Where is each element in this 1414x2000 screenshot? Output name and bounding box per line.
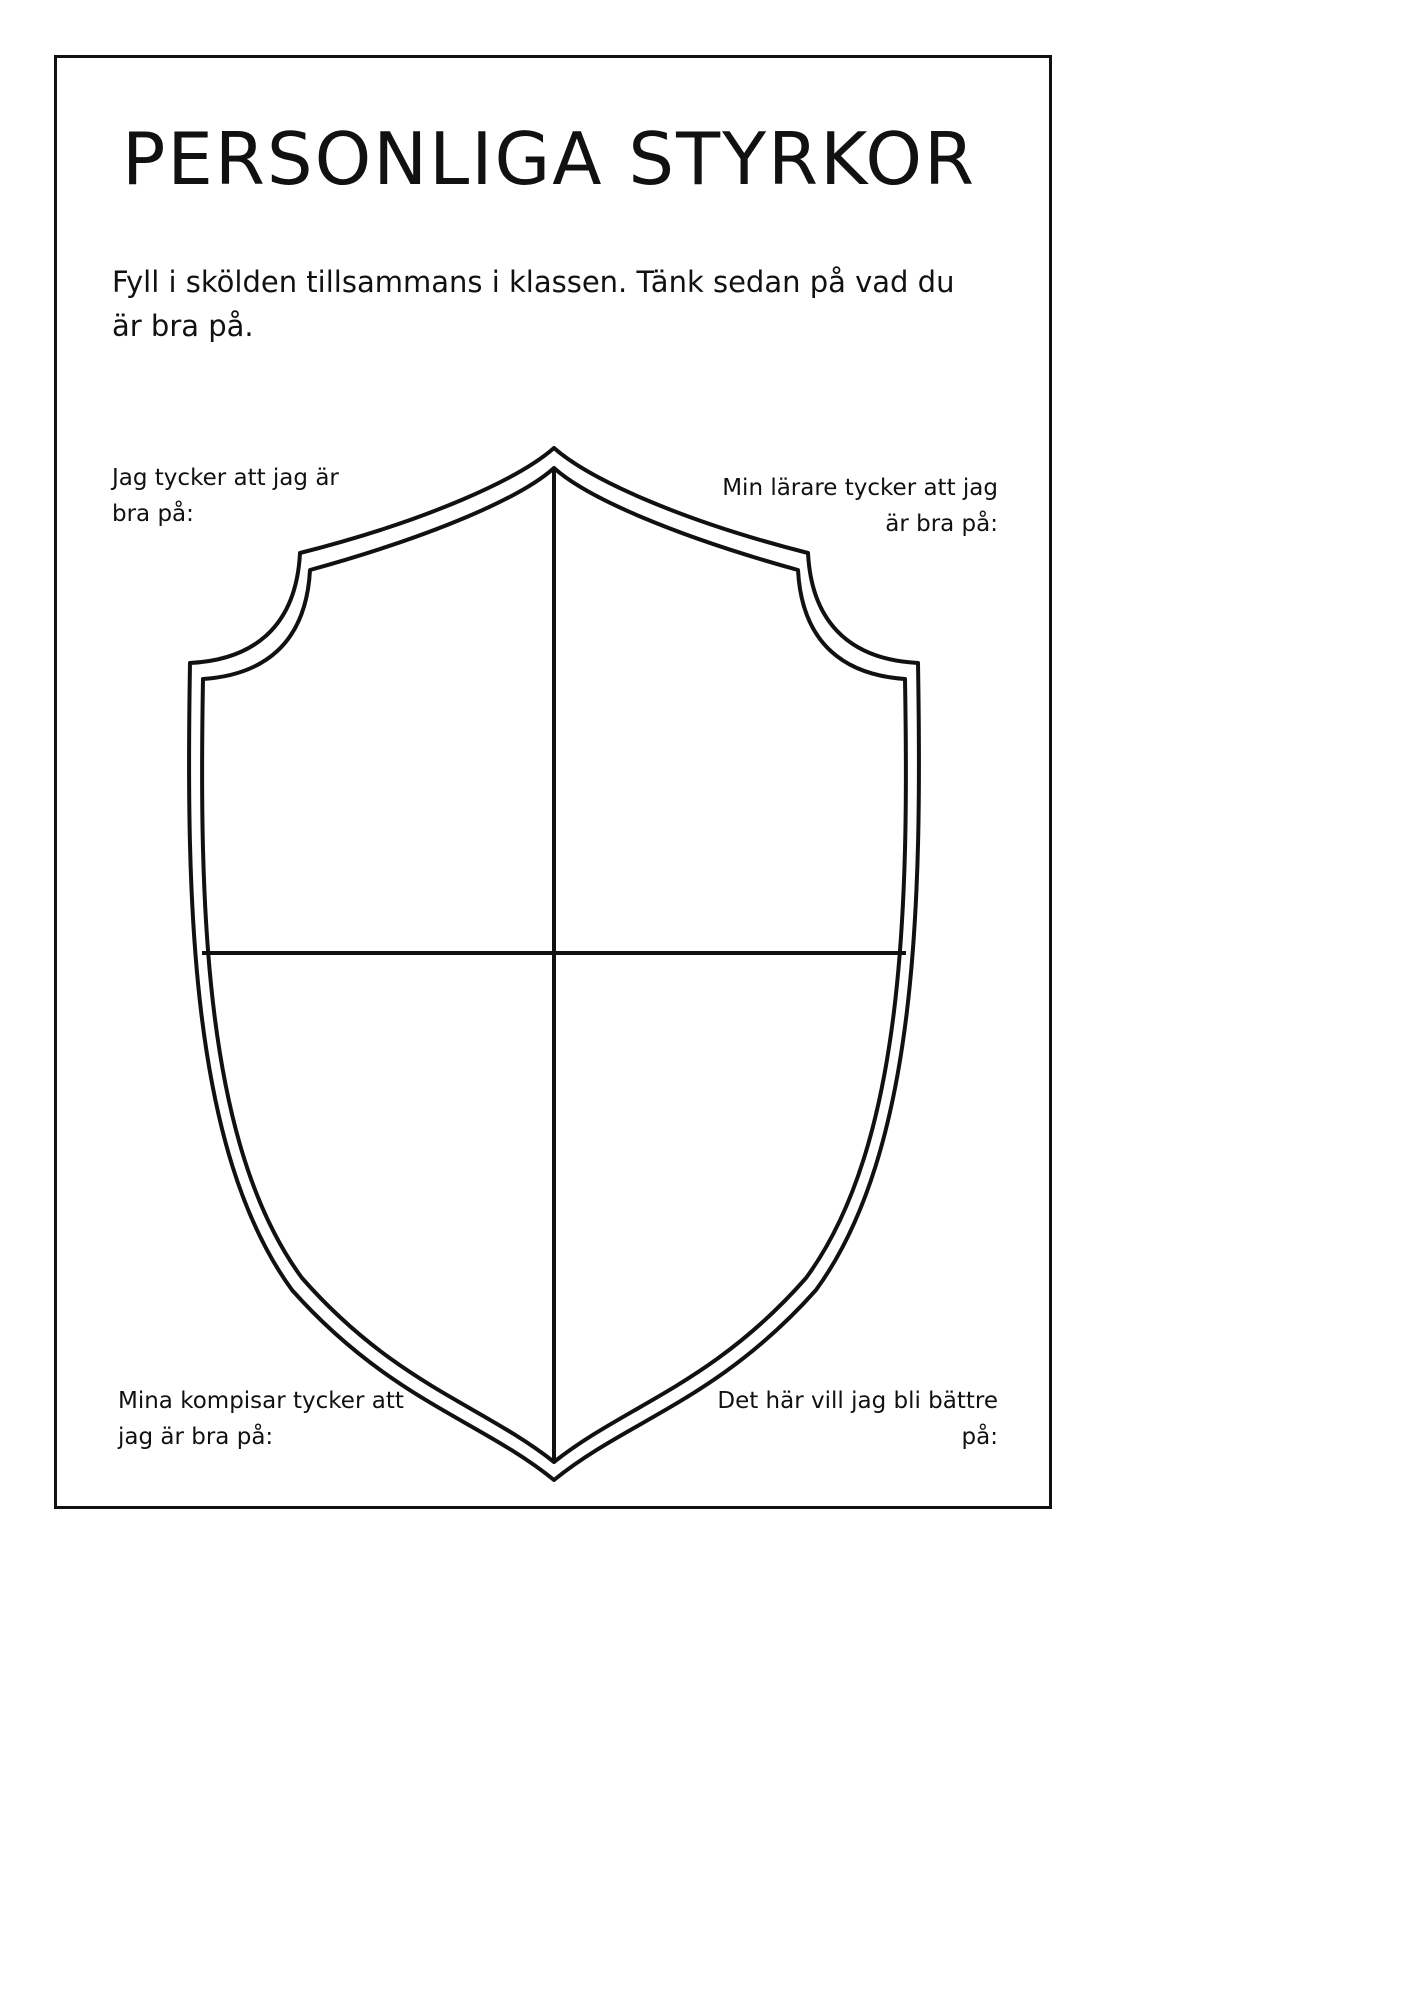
label-self-assessment: Jag tycker att jag är bra på: (112, 465, 339, 527)
label-friends-assessment: Mina kompisar tycker att jag är bra på: (118, 1388, 404, 1450)
label-teacher-assessment: Min lärare tycker att jag är bra på: (722, 475, 998, 537)
page-title: PERSONLIGA STYRKOR (121, 117, 977, 201)
label-improvement-goal: Det här vill jag bli bättre på: (717, 1388, 998, 1450)
instructions-text: Fyll i skölden tillsammans i klassen. Tänk sedan på vad du är bra på. (112, 265, 955, 343)
